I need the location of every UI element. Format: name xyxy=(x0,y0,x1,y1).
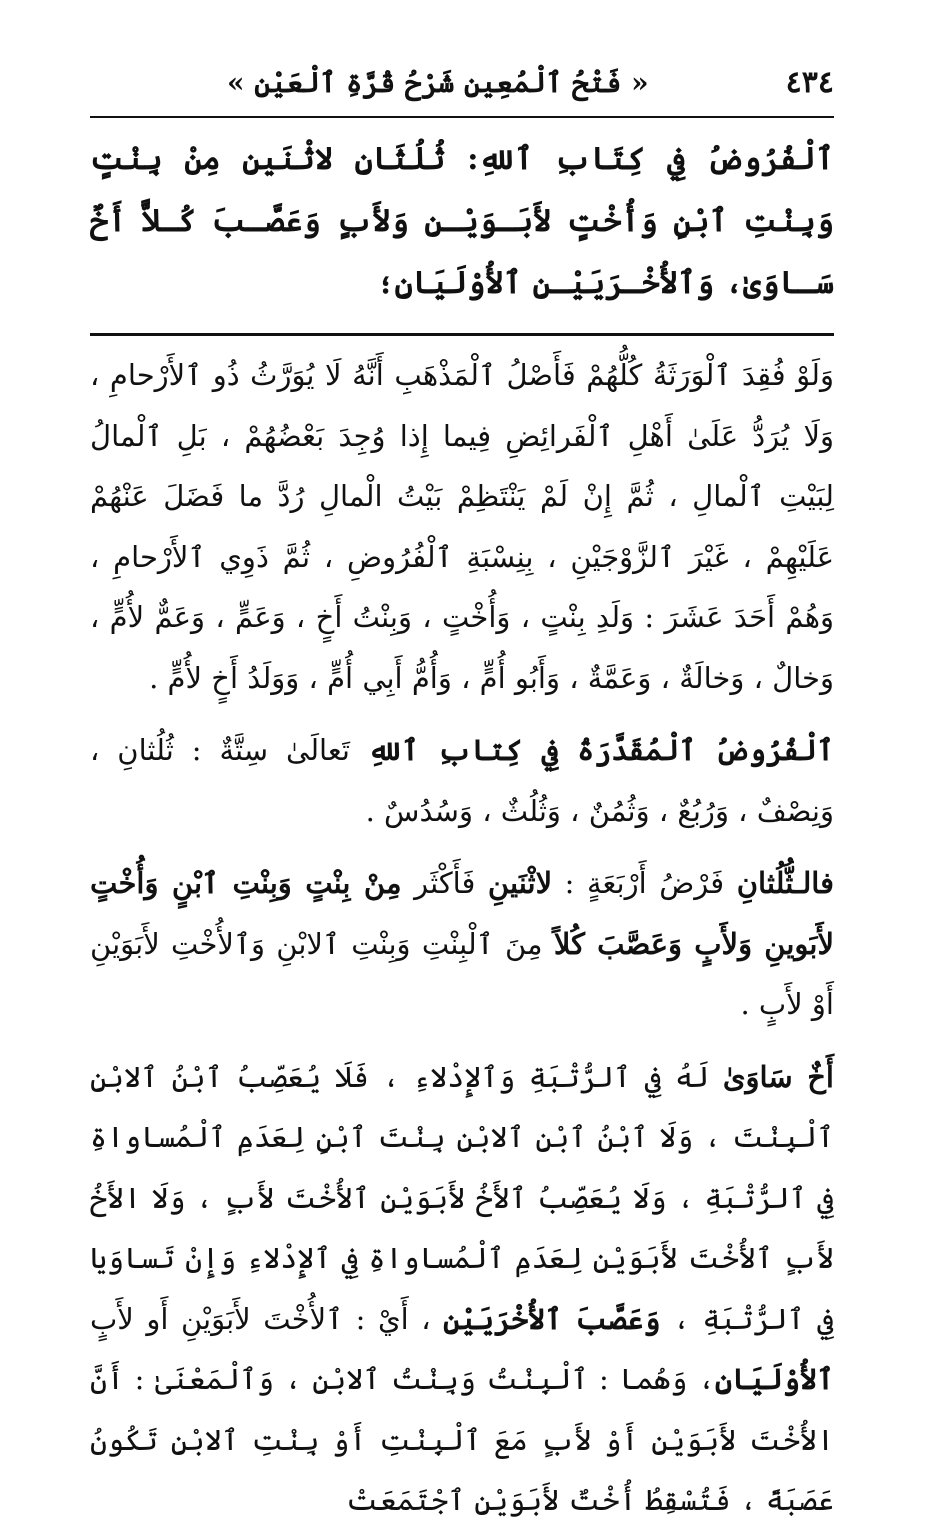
commentary xyxy=(90,345,834,1531)
header-divider xyxy=(90,116,834,118)
commentary-paragraph-2 xyxy=(90,720,834,841)
commentary-paragraph-4 xyxy=(90,1047,834,1531)
quoted-matn: لاثْنَينِ xyxy=(487,866,553,900)
commentary-text: لَهُ فِي ٱلرُّتْبَةِ وَٱلإِدْلاءِ ، فَلَا يُعَصِّبُ ٱبْنُ ٱلابْنِ ٱلْبِنْتَ ، وَلَا ٱبْنُ ٱبْنِ ٱلابْنِ بِنْتَ ٱبْنٍ لِعَدَمِ ٱلْمُساواةِ فِي ٱلرُّتْبَةِ ، وَلَا يُعَصِّبُ ٱلأَخُ لأَبَوَيْنِ ٱلأُخْتَ لأَبٍ ، وَلَا الأَخُ لأَبٍ ٱلأُخْتَ لأَبَوَيْنِ لِعَدَمِ ٱلْمُساواةِ فِي ٱلإِدْلاءِ وَإِنْ تَساوَيا فِي ٱلرُّتْبَةِ ، xyxy=(90,1059,834,1336)
commentary-text: تَعالَىٰ سِتَّةٌ : ثُلُثانِ ، وَنِصْفٌ ، وَرُبُعٌ ، وَثُمُنٌ ، وَثُلُثٌ ، وَسُدُسٌ . xyxy=(90,733,834,828)
quoted-matn: ٱلْفُرُوضُ ٱلْمُقَدَّرَةُ فِي كِتابِ ٱللهِ xyxy=(367,733,835,767)
commentary-text: فَأَكْثَر xyxy=(401,866,488,900)
quoted-matn: وَعَصَّبَ ٱلأُخْرَيَيْنِ xyxy=(443,1301,661,1336)
quoted-matn: ٱلأُوْلَيَانِ xyxy=(715,1362,834,1396)
matn-text: ٱلْفُرُوضُ فِي كِتَابِ ٱللهِ: ثُلُثَانِ لاثْنَينِ مِنْ بِنْتٍ وَبِنْتِ ٱبْنٍ وَأُخْتٍ لأَبَـوَيْـنِ وَلأَبٍ وَعَصَّـبَ كُـلاًّ أَخٌ سَـاوَىٰ، وَٱلأُخْـرَيَيْـنِ ٱلأُوْلَيَانِ؛ xyxy=(90,141,834,301)
page-number: ٤٣٤ xyxy=(785,64,834,100)
commentary-paragraph-1: وَلَوْ فُقِدَ ٱلْوَرَثَةُ كُلُّهُمْ فَأَصْلُ ٱلْمَذْهَبِ أَنَّهُ لَا يُوَرَّثُ ذُو ٱلأَرْحامِ ، وَلَا يُرَدُّ عَلَىٰ أَهْلِ ٱلْفَرائِضِ فِيما إِذا وُجِدَ بَعْضُهُمْ ، بَلِ ٱلْمالُ لِبَيْتِ ٱلْمالِ ، ثُمَّ إِنْ لَمْ يَنْتَظِمْ بَيْتُ الْمالِ رُدَّ ما فَضَلَ عَنْهُمْ عَلَيْهِمْ ، غَيْرَ ٱلزَّوْجَيْنِ ، بِنِسْبَةِ ٱلْفُرُوضِ ، ثُمَّ ذَوِي ٱلأَرْحامِ ، وَهُمْ أَحَدَ عَشَرَ : وَلَدِ بِنْتٍ ، وَأُخْتٍ ، وَبِنْتُ أَخٍ ، وَعَمٍّ ، وَعَمٌّ لأُمٍّ ، وَخالٌ ، وَخالَةٌ ، وَعَمَّةٌ ، وَأَبُو أُمٍّ ، وَأُمُّ أَبِي أُمٍّ ، وَوَلَدُ أَخٍ لأُمٍّ . xyxy=(90,358,834,695)
commentary-text: ، وَهُما : ٱلْبِنْتُ وَبِنْتُ ٱلابْنِ ، وَٱلْمَعْنَىٰ : أَنَّ الأُخْتَ لأَبَوَيْنِ أَوْ لأَبٍ مَعَ ٱلْبِنْتِ أَوْ بِنْتِ ٱلابْنِ تَكُونُ عَصَبَةً ، فَتُسْقِطُ أُخْتٌ لأَبَوَيْنِ ٱجْتَمَعَتْ xyxy=(90,1362,834,1517)
commentary-text: مِنَ ٱلْبِنْتِ وَبِنْتِ ٱلابْنِ وَٱلأُخْتِ لأَبَوَيْنِ أَوْ لأَبٍ . xyxy=(90,926,834,1021)
section-divider xyxy=(90,333,834,336)
commentary-text: ، أَيْ : ٱلأُخْتَ لأَبَوَيْنِ أَو لأَبٍ xyxy=(90,1301,444,1336)
quoted-matn: فالـثُّلُثانِ xyxy=(736,866,834,900)
running-title: « فَتْحُ ٱلْمُعِينِ شَرْحُ قُرَّةِ ٱلْعَيْنِ » xyxy=(227,65,649,99)
page-header xyxy=(90,52,834,112)
commentary-paragraph-3 xyxy=(90,853,834,1035)
quoted-matn: أَخٌ سَاوَىٰ xyxy=(722,1059,834,1094)
quoted-matn: مِنْ بِنْتٍ وَبِنْتِ ٱبْنٍ وَأُخْتٍ لأَبَوينِ وَلأَبٍ وَعَصَّبَ كُلاً xyxy=(90,866,834,961)
commentary-text: فَرْضُ أَرْبَعَةٍ : xyxy=(552,866,737,900)
